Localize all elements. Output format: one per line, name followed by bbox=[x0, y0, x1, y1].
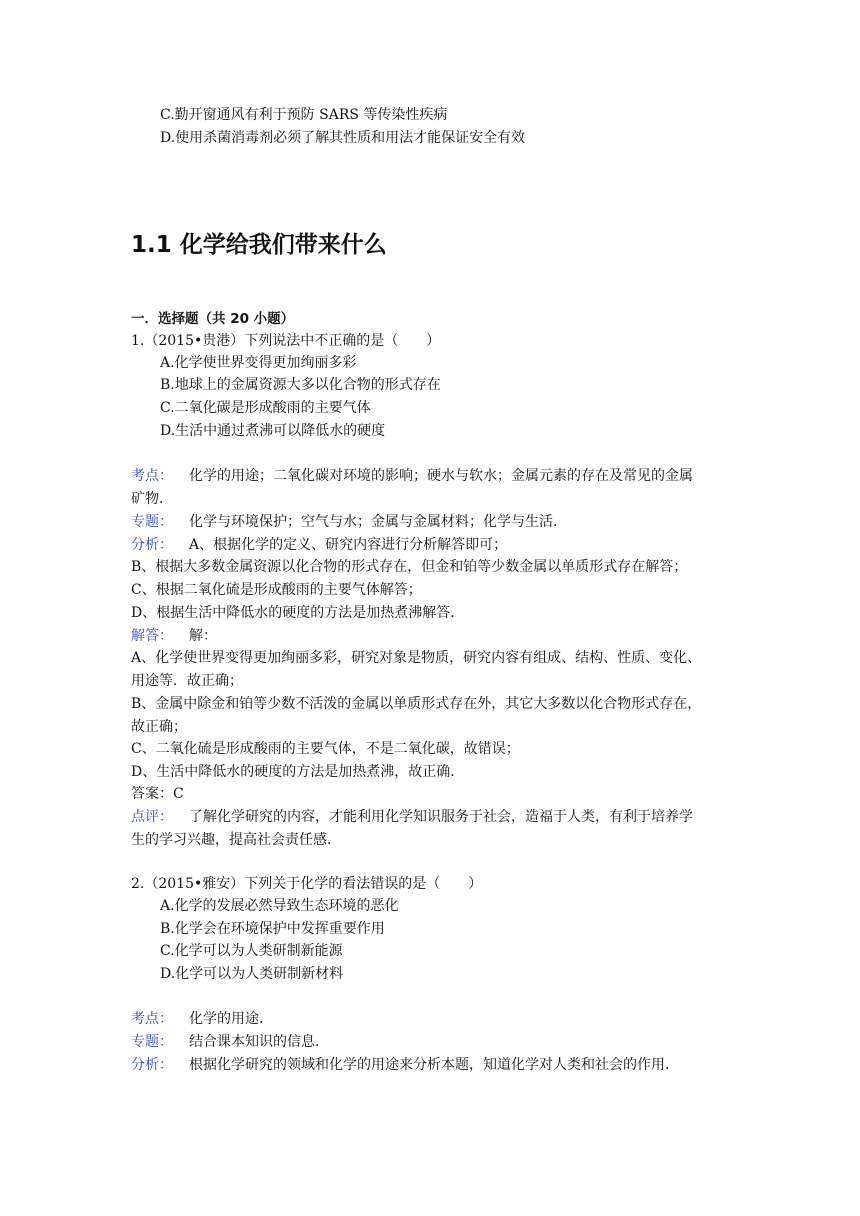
q1-fenxi-line-c: C、根据二氧化硫是形成酸雨的主要气体解答； bbox=[131, 582, 422, 598]
q1-jieda bbox=[131, 625, 217, 647]
zhuanti-label: 专题： bbox=[131, 514, 173, 530]
q2-stem: 2.（2015•雅安）下列关于化学的看法错误的是（ ） bbox=[131, 876, 483, 892]
q1-option-b: B.地球上的金属资源大多以化合物的形式存在 bbox=[160, 377, 441, 393]
q1-fenxi-line-d: D、根据生活中降低水的硬度的方法是加热煮沸解答． bbox=[131, 605, 465, 621]
q1-jieda-line-2: 用途等．故正确； bbox=[131, 673, 243, 689]
q1-kaodian-cont: 矿物． bbox=[131, 491, 173, 507]
q1-zhuanti bbox=[131, 511, 567, 533]
q1-jieda-line-5: C、二氧化硫是形成酸雨的主要气体，不是二氧化碳，故错误； bbox=[131, 741, 520, 757]
kaodian-label: 考点： bbox=[131, 468, 173, 484]
fenxi-label: 分析： bbox=[131, 537, 173, 553]
prev-option-c: C.勤开窗通风有利于预防 SARS 等传染性疾病 bbox=[160, 107, 448, 123]
q1-fenxi bbox=[131, 534, 507, 556]
q1-jieda-line-3: B、金属中除金和铂等少数不活泼的金属以单质形式存在外，其它大多数以化合物形式存在， bbox=[131, 696, 702, 712]
dianping-label: 点评： bbox=[131, 809, 173, 825]
q1-jieda-line-4: 故正确； bbox=[131, 719, 187, 735]
kaodian-text: 化学的用途；二氧化碳对环境的影响；硬水与软水；金属元素的存在及常见的金属 bbox=[189, 468, 693, 484]
fenxi-text: 根据化学研究的领域和化学的用途来分析本题，知道化学对人类和社会的作用． bbox=[189, 1057, 679, 1073]
q2-option-d: D.化学可以为人类研制新材料 bbox=[160, 966, 344, 982]
fenxi-text: A、根据化学的定义、研究内容进行分析解答即可； bbox=[189, 537, 508, 553]
q2-fenxi bbox=[131, 1054, 679, 1076]
jieda-text: 解： bbox=[189, 628, 217, 644]
q1-dianping-cont: 生的学习兴趣，提高社会责任感． bbox=[131, 832, 341, 848]
q2-zhuanti bbox=[131, 1031, 329, 1053]
q1-option-d: D.生活中通过煮沸可以降低水的硬度 bbox=[160, 423, 386, 439]
fenxi-label: 分析： bbox=[131, 1057, 173, 1073]
q2-option-b: B.化学会在环境保护中发挥重要作用 bbox=[160, 921, 385, 937]
q1-jieda-line-6: D、生活中降低水的硬度的方法是加热煮沸，故正确． bbox=[131, 764, 465, 780]
q2-kaodian bbox=[131, 1008, 273, 1030]
q2-option-a: A.化学的发展必然导致生态环境的恶化 bbox=[160, 898, 399, 914]
zhuanti-label: 专题： bbox=[131, 1034, 173, 1050]
q2-option-c: C.化学可以为人类研制新能源 bbox=[160, 943, 343, 959]
zhuanti-text: 化学与环境保护；空气与水；金属与金属材料；化学与生活． bbox=[189, 514, 567, 530]
q1-option-a: A.化学使世界变得更加绚丽多彩 bbox=[160, 355, 357, 371]
jieda-label: 解答： bbox=[131, 628, 173, 644]
chapter-title: 1.1 化学给我们带来什么 bbox=[131, 232, 387, 258]
q1-dianping bbox=[131, 806, 693, 828]
q1-stem: 1.（2015•贵港）下列说法中不正确的是（ ） bbox=[131, 333, 441, 349]
dianping-text: 了解化学研究的内容，才能利用化学知识服务于社会，造福于人类，有利于培养学 bbox=[189, 809, 693, 825]
q1-answer: 答案：C bbox=[131, 786, 184, 802]
zhuanti-text: 结合课本知识的信息． bbox=[189, 1034, 329, 1050]
q1-kaodian bbox=[131, 465, 693, 487]
prev-option-d: D.使用杀菌消毒剂必须了解其性质和用法才能保证安全有效 bbox=[160, 130, 526, 146]
section-heading: 一．选择题（共 20 小题） bbox=[131, 311, 295, 327]
kaodian-label: 考点： bbox=[131, 1011, 173, 1027]
q1-option-c: C.二氧化碳是形成酸雨的主要气体 bbox=[160, 400, 371, 416]
q1-jieda-line-1: A、化学使世界变得更加绚丽多彩，研究对象是物质，研究内容有组成、结构、性质、变化、 bbox=[131, 650, 702, 666]
kaodian-text: 化学的用途． bbox=[189, 1011, 273, 1027]
q1-fenxi-line-b: B、根据大多数金属资源以化合物的形式存在，但金和铂等少数金属以单质形式存在解答； bbox=[131, 559, 688, 575]
